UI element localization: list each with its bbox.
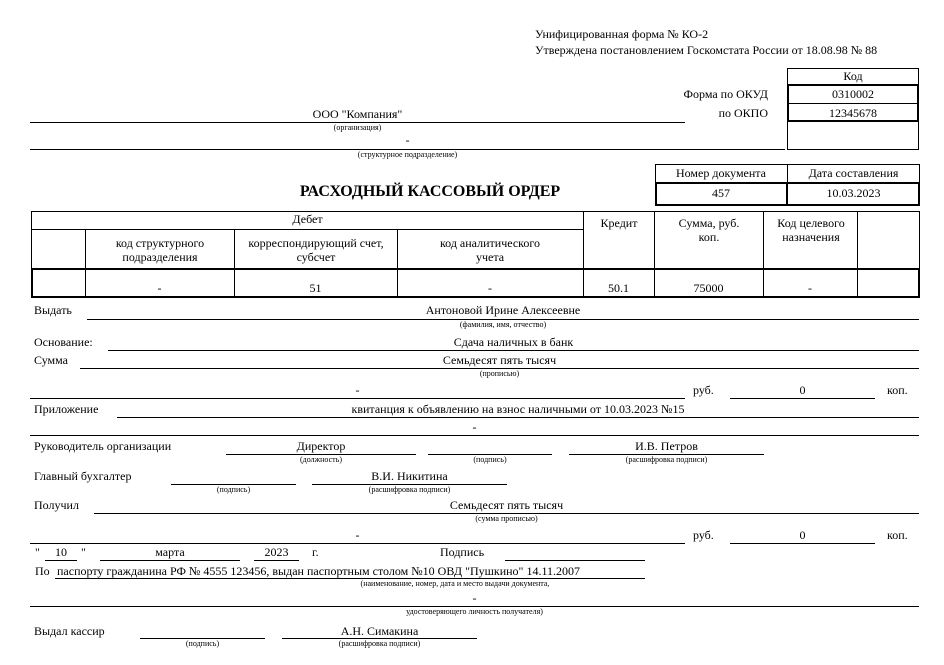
doc-number: 457 bbox=[712, 186, 730, 200]
signature-label: Подпись bbox=[440, 545, 485, 559]
received-label: Получил bbox=[34, 498, 79, 512]
code-label: Код bbox=[843, 69, 863, 83]
sum-caption: (прописью) bbox=[479, 369, 520, 378]
date-year: 2023 bbox=[264, 545, 289, 559]
debit-header: Дебет bbox=[292, 212, 323, 226]
cell-account: 51 bbox=[309, 281, 322, 295]
accountant-label: Главный бухгалтер bbox=[34, 469, 132, 483]
division-value: - bbox=[405, 133, 410, 147]
head-position-caption: (должность) bbox=[300, 455, 342, 464]
received-kop-value: 0 bbox=[799, 528, 806, 542]
col-account-header: корреспондирующий счет, субсчет bbox=[248, 236, 384, 264]
head-position: Директор bbox=[296, 439, 346, 453]
cashier-decoding-caption: (расшифровка подписи) bbox=[338, 639, 421, 648]
col-division-header: код структурного подразделения bbox=[115, 236, 205, 264]
okud-label: Форма по ОКУД bbox=[683, 87, 768, 101]
sum-continuation: - bbox=[355, 383, 360, 397]
attachment-value: квитанция к объявлению на взнос наличными от 10.03.2023 №15 bbox=[351, 402, 685, 416]
credit-header: Кредит bbox=[600, 216, 638, 230]
head-name: И.В. Петров bbox=[635, 439, 698, 453]
received-value: Семьдесят пять тысяч bbox=[449, 498, 564, 512]
doc-number-label: Номер документа bbox=[675, 166, 767, 180]
issue-value: Антоновой Ирине Алексеевне bbox=[425, 303, 581, 317]
division-caption: (структурное подразделение) bbox=[357, 150, 458, 159]
issue-label: Выдать bbox=[34, 303, 72, 317]
date-quote-close: " bbox=[81, 545, 86, 559]
sum-value: Семьдесят пять тысяч bbox=[442, 353, 557, 367]
okpo-label: по ОКПО bbox=[718, 106, 768, 120]
organization-name: ООО "Компания" bbox=[312, 107, 403, 121]
kop-value: 0 bbox=[799, 383, 806, 397]
date-month: марта bbox=[155, 545, 185, 559]
okpo-value: 12345678 bbox=[829, 106, 877, 120]
basis-value: Сдача наличных в банк bbox=[453, 335, 574, 349]
cell-credit: 50.1 bbox=[608, 281, 629, 295]
received-caption: (сумма прописью) bbox=[475, 514, 538, 523]
issue-caption: (фамилия, имя, отчество) bbox=[459, 320, 547, 329]
doc-date-label: Дата составления bbox=[808, 166, 899, 180]
sum-header: Сумма, руб. коп. bbox=[678, 216, 740, 244]
accountant-decoding-caption: (расшифровка подписи) bbox=[368, 485, 451, 494]
okud-value: 0310002 bbox=[832, 87, 874, 101]
cashier-label: Выдал кассир bbox=[34, 624, 105, 638]
attachment-continuation: - bbox=[472, 420, 477, 434]
kop-label: коп. bbox=[887, 383, 908, 397]
head-decoding-caption: (расшифровка подписи) bbox=[625, 455, 708, 464]
cell-sum: 75000 bbox=[693, 281, 724, 295]
basis-label: Основание: bbox=[34, 335, 93, 349]
date-quote-open: " bbox=[35, 545, 40, 559]
rub-label: руб. bbox=[693, 383, 714, 397]
col-analytic-header: код аналитического учета bbox=[439, 236, 541, 264]
cashier-name: А.Н. Симакина bbox=[340, 624, 419, 638]
document-title: РАСХОДНЫЙ КАССОВЫЙ ОРДЕР bbox=[299, 183, 561, 200]
approval-note: Утверждена постановлением Госкомстата России от 18.08.98 № 88 bbox=[535, 43, 878, 57]
accountant-signature-caption: (подпись) bbox=[216, 485, 251, 494]
attachment-label: Приложение bbox=[34, 402, 99, 416]
received-rub-label: руб. bbox=[693, 528, 714, 542]
date-year-suffix: г. bbox=[312, 545, 319, 559]
accountant-name: В.И. Никитина bbox=[371, 469, 448, 483]
passport-continuation: - bbox=[472, 591, 477, 605]
organization-caption: (организация) bbox=[333, 123, 382, 132]
passport-value: паспорту гражданина РФ № 4555 123456, выдан паспортным столом №10 ОВД "Пушкино" 14.11.2007 bbox=[57, 564, 581, 578]
target-header: Код целевого назначения bbox=[777, 216, 845, 244]
passport-caption-2: удостоверяющего личность получателя) bbox=[406, 607, 543, 616]
head-signature-caption: (подпись) bbox=[473, 455, 507, 464]
cell-division: - bbox=[157, 281, 162, 295]
date-day: 10 bbox=[55, 545, 67, 559]
po-label: По bbox=[35, 564, 50, 578]
received-continuation: - bbox=[355, 528, 360, 542]
form-name: Унифицированная форма № КО-2 bbox=[535, 27, 709, 41]
received-kop-label: коп. bbox=[887, 528, 908, 542]
cell-analytic: - bbox=[488, 281, 492, 295]
cell-target: - bbox=[808, 281, 812, 295]
doc-date: 10.03.2023 bbox=[826, 186, 881, 200]
sum-label: Сумма bbox=[34, 353, 68, 367]
cashier-signature-caption: (подпись) bbox=[185, 639, 220, 648]
passport-caption: (наименование, номер, дата и место выдачи документа, bbox=[360, 579, 550, 588]
head-label: Руководитель организации bbox=[34, 439, 172, 453]
